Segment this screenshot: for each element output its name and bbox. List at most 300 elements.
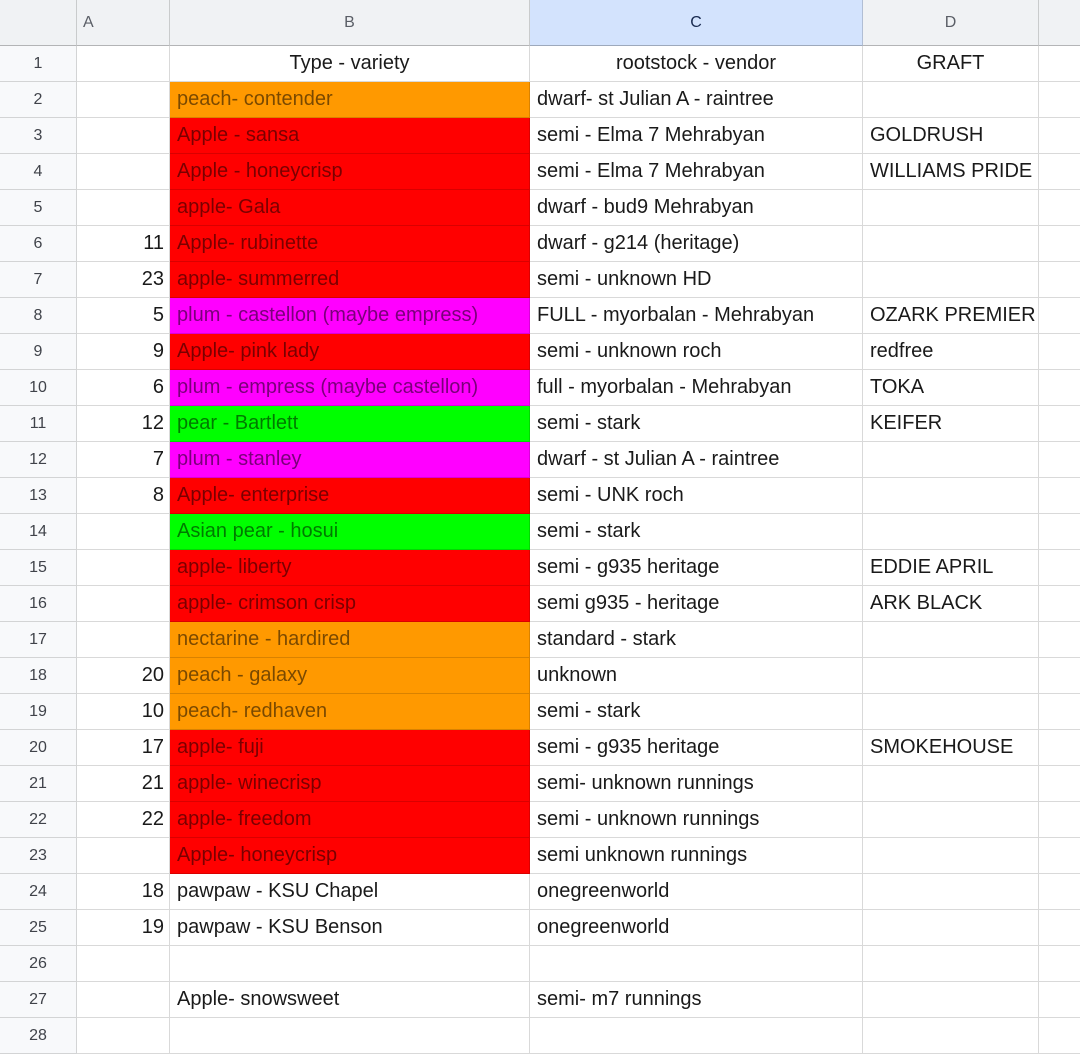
cell-c[interactable] [530, 1018, 863, 1054]
cell-e[interactable] [1039, 118, 1080, 154]
cell-c-text: unknown [537, 664, 618, 686]
table-row [0, 802, 1080, 838]
cell-d[interactable] [863, 262, 1039, 298]
cell-c[interactable] [530, 370, 863, 406]
select-all-corner[interactable] [0, 0, 77, 46]
cell-e[interactable] [1039, 514, 1080, 550]
row-number-label: 10 [29, 379, 47, 396]
cell-a[interactable] [77, 586, 170, 622]
cell-a[interactable] [77, 946, 170, 982]
cell-a-text: 11 [143, 232, 164, 254]
cell-a[interactable] [77, 514, 170, 550]
row-number-label: 6 [33, 235, 43, 252]
cell-c[interactable] [530, 154, 863, 190]
cell-a[interactable] [77, 154, 170, 190]
row-number-header[interactable] [0, 262, 77, 298]
row-number-header[interactable] [0, 874, 77, 910]
cell-c-text: semi- unknown runnings [537, 772, 754, 794]
table-row [0, 262, 1080, 298]
cell-e[interactable] [1039, 406, 1080, 442]
row-number-header[interactable] [0, 550, 77, 586]
cell-b[interactable] [170, 478, 530, 514]
table-row [0, 766, 1080, 802]
cell-c-text: semi - stark [537, 520, 641, 542]
cell-b-text: Apple- pink lady [177, 340, 320, 362]
cell-d[interactable] [863, 82, 1039, 118]
cell-b[interactable] [170, 874, 530, 910]
cell-d-text: TOKA [870, 376, 925, 398]
cell-b[interactable] [170, 838, 530, 874]
cell-d[interactable] [863, 334, 1039, 370]
cell-d-text: WILLIAMS PRIDE [870, 160, 1033, 182]
row-number-label: 28 [29, 1027, 47, 1044]
row-number-header[interactable] [0, 910, 77, 946]
cell-c-text: full - myorbalan - Mehrabyan [537, 376, 792, 398]
row-number-label: 12 [29, 451, 47, 468]
cell-a-text: 5 [152, 304, 164, 326]
cell-b-text: Apple- snowsweet [177, 988, 340, 1010]
cell-a-text: 20 [141, 664, 164, 686]
cell-a[interactable] [77, 262, 170, 298]
cell-a[interactable] [77, 874, 170, 910]
cell-d[interactable] [863, 622, 1039, 658]
cell-b-text: peach- redhaven [177, 700, 328, 722]
cell-b-text: apple- liberty [177, 556, 292, 578]
cell-b-text: Asian pear - hosui [177, 520, 339, 542]
cell-a-text: 23 [141, 268, 164, 290]
cell-d-text: ARK BLACK [870, 592, 983, 614]
cell-e[interactable] [1039, 766, 1080, 802]
cell-b[interactable] [170, 1018, 530, 1054]
row-number-label: 3 [33, 127, 43, 144]
cell-d[interactable] [863, 874, 1039, 910]
cell-b-text: Apple- rubinette [177, 232, 319, 254]
cell-c-text: semi - UNK roch [537, 484, 684, 506]
row-number-header[interactable] [0, 730, 77, 766]
cell-a-text: 8 [152, 484, 164, 506]
row-number-header[interactable] [0, 334, 77, 370]
cell-c[interactable] [530, 334, 863, 370]
table-row [0, 874, 1080, 910]
cell-b-text: apple- summerred [177, 268, 340, 290]
cell-e[interactable] [1039, 730, 1080, 766]
cell-b-text: peach - galaxy [177, 664, 308, 686]
cell-b[interactable] [170, 190, 530, 226]
row-number-label: 11 [29, 415, 47, 432]
cell-d-text: GRAFT [916, 52, 985, 74]
cell-d[interactable] [863, 802, 1039, 838]
cell-b[interactable] [170, 262, 530, 298]
cell-a-text: 7 [152, 448, 164, 470]
row-number-label: 8 [33, 307, 43, 324]
table-row [0, 982, 1080, 1018]
cell-e[interactable] [1039, 802, 1080, 838]
cell-a-text: 18 [141, 880, 164, 902]
cell-b[interactable] [170, 550, 530, 586]
cell-b[interactable] [170, 370, 530, 406]
cell-d[interactable] [863, 298, 1039, 334]
table-row [0, 118, 1080, 154]
cell-c[interactable] [530, 874, 863, 910]
cell-b[interactable] [170, 766, 530, 802]
cell-c[interactable] [530, 82, 863, 118]
cell-a[interactable] [77, 838, 170, 874]
column-header-row [0, 0, 1080, 46]
cell-c[interactable] [530, 586, 863, 622]
table-row [0, 730, 1080, 766]
cell-e[interactable] [1039, 46, 1080, 82]
row-number-header[interactable] [0, 118, 77, 154]
cell-d[interactable] [863, 46, 1039, 82]
table-row [0, 478, 1080, 514]
cell-a[interactable] [77, 334, 170, 370]
table-row [0, 514, 1080, 550]
table-row [0, 1018, 1080, 1054]
cell-a[interactable] [77, 478, 170, 514]
cell-b-text: plum - castellon (maybe empress) [177, 304, 479, 326]
cell-a[interactable] [77, 982, 170, 1018]
cell-b[interactable] [170, 910, 530, 946]
cell-b-text: apple- crimson crisp [177, 592, 356, 614]
table-row [0, 694, 1080, 730]
cell-d[interactable] [863, 154, 1039, 190]
table-row [0, 910, 1080, 946]
cell-d-text: KEIFER [870, 412, 943, 434]
cell-d[interactable] [863, 730, 1039, 766]
cell-a[interactable] [77, 910, 170, 946]
cell-e[interactable] [1039, 298, 1080, 334]
row-number-header[interactable] [0, 46, 77, 82]
cell-d[interactable] [863, 838, 1039, 874]
table-row [0, 298, 1080, 334]
cell-c-text: semi- m7 runnings [537, 988, 702, 1010]
row-number-header[interactable] [0, 766, 77, 802]
cell-d[interactable] [863, 190, 1039, 226]
column-header-c-selected[interactable]: C [530, 0, 863, 46]
cell-d[interactable] [863, 442, 1039, 478]
cell-b-text: Type - variety [289, 52, 410, 74]
cell-c[interactable] [530, 694, 863, 730]
cell-b[interactable] [170, 298, 530, 334]
cell-a[interactable] [77, 694, 170, 730]
cell-b[interactable] [170, 442, 530, 478]
cell-b-text: Apple - sansa [177, 124, 300, 146]
cell-a-text: 22 [141, 808, 164, 830]
row-number-header[interactable] [0, 622, 77, 658]
cell-c-text: dwarf- st Julian A - raintree [537, 88, 774, 110]
row-number-header[interactable] [0, 442, 77, 478]
cell-b[interactable] [170, 802, 530, 838]
cell-d-text: OZARK PREMIER [870, 304, 1036, 326]
row-number-label: 9 [33, 343, 43, 360]
row-number-header[interactable] [0, 586, 77, 622]
cell-b-text: peach- contender [177, 88, 333, 110]
cell-b-text: Apple- honeycrisp [177, 844, 338, 866]
row-number-label: 17 [29, 631, 47, 648]
row-number-header[interactable] [0, 190, 77, 226]
cell-c[interactable] [530, 406, 863, 442]
cell-c[interactable] [530, 118, 863, 154]
cell-d[interactable] [863, 658, 1039, 694]
cell-a-text: 12 [141, 412, 164, 434]
cell-e[interactable] [1039, 154, 1080, 190]
cell-c[interactable] [530, 550, 863, 586]
cell-d[interactable] [863, 982, 1039, 1018]
cell-a[interactable] [77, 370, 170, 406]
cell-c[interactable] [530, 622, 863, 658]
row-number-label: 13 [29, 487, 47, 504]
cell-a[interactable] [77, 658, 170, 694]
cell-e[interactable] [1039, 910, 1080, 946]
cell-a[interactable] [77, 622, 170, 658]
cell-c-text: semi - unknown HD [537, 268, 712, 290]
cell-d[interactable] [863, 1018, 1039, 1054]
cell-c[interactable] [530, 442, 863, 478]
table-row [0, 370, 1080, 406]
row-number-label: 26 [29, 955, 47, 972]
cell-c[interactable] [530, 514, 863, 550]
row-number-header[interactable] [0, 658, 77, 694]
table-row [0, 406, 1080, 442]
cell-c[interactable] [530, 802, 863, 838]
cell-b-text: apple- winecrisp [177, 772, 322, 794]
cell-e[interactable] [1039, 262, 1080, 298]
cell-c[interactable] [530, 910, 863, 946]
cell-c[interactable] [530, 262, 863, 298]
cell-d-text: redfree [870, 340, 934, 362]
cell-b[interactable] [170, 622, 530, 658]
cell-a[interactable] [77, 190, 170, 226]
cell-e[interactable] [1039, 190, 1080, 226]
cell-c-text: standard - stark [537, 628, 676, 650]
cell-d[interactable] [863, 226, 1039, 262]
row-number-header[interactable] [0, 802, 77, 838]
table-row [0, 82, 1080, 118]
cell-c[interactable] [530, 946, 863, 982]
cell-c[interactable] [530, 190, 863, 226]
cell-a[interactable] [77, 82, 170, 118]
cell-a[interactable] [77, 1018, 170, 1054]
row-number-header[interactable] [0, 838, 77, 874]
cell-e[interactable] [1039, 946, 1080, 982]
cell-d-text: EDDIE APRIL [870, 556, 994, 578]
table-row [0, 658, 1080, 694]
cell-c[interactable] [530, 982, 863, 1018]
cell-a[interactable] [77, 118, 170, 154]
cell-a[interactable] [77, 406, 170, 442]
cell-e[interactable] [1039, 586, 1080, 622]
cell-d[interactable] [863, 478, 1039, 514]
cell-c[interactable] [530, 838, 863, 874]
cell-e[interactable] [1039, 694, 1080, 730]
cell-a-text: 17 [141, 736, 164, 758]
cell-c-text: onegreenworld [537, 916, 670, 938]
cell-b[interactable] [170, 154, 530, 190]
row-number-header[interactable] [0, 226, 77, 262]
cell-b[interactable] [170, 334, 530, 370]
row-number-label: 23 [29, 847, 47, 864]
cell-c-text: semi unknown runnings [537, 844, 748, 866]
row-number-label: 25 [29, 919, 47, 936]
cell-a[interactable] [77, 46, 170, 82]
column-header-b[interactable]: B [170, 0, 530, 46]
cell-c-text: dwarf - st Julian A - raintree [537, 448, 780, 470]
column-header-e[interactable] [1039, 0, 1080, 46]
cell-e[interactable] [1039, 334, 1080, 370]
row-number-label: 15 [29, 559, 47, 576]
row-number-header[interactable] [0, 82, 77, 118]
cell-b[interactable] [170, 586, 530, 622]
table-row [0, 190, 1080, 226]
row-number-header[interactable] [0, 946, 77, 982]
cell-d[interactable] [863, 370, 1039, 406]
cell-c[interactable] [530, 478, 863, 514]
row-number-header[interactable] [0, 370, 77, 406]
cell-c[interactable] [530, 46, 863, 82]
cell-b[interactable] [170, 46, 530, 82]
cell-b[interactable] [170, 658, 530, 694]
cell-e[interactable] [1039, 838, 1080, 874]
cell-a[interactable] [77, 802, 170, 838]
cell-d[interactable] [863, 406, 1039, 442]
row-number-label: 18 [29, 667, 47, 684]
row-number-label: 1 [33, 55, 43, 72]
cell-a-text: 19 [141, 916, 164, 938]
cell-c[interactable] [530, 730, 863, 766]
cell-a-text: 6 [152, 376, 164, 398]
cell-b[interactable] [170, 406, 530, 442]
cell-a[interactable] [77, 226, 170, 262]
cell-a[interactable] [77, 730, 170, 766]
cell-b-text: Apple - honeycrisp [177, 160, 343, 182]
cell-b[interactable] [170, 730, 530, 766]
table-row [0, 442, 1080, 478]
row-number-header[interactable] [0, 982, 77, 1018]
cell-d[interactable] [863, 586, 1039, 622]
row-number-label: 19 [29, 703, 47, 720]
cell-c-text: semi - g935 heritage [537, 736, 720, 758]
cell-c-text: dwarf - bud9 Mehrabyan [537, 196, 754, 218]
cell-c[interactable] [530, 658, 863, 694]
cell-b-text: Apple- enterprise [177, 484, 330, 506]
cell-c-text: semi - unknown runnings [537, 808, 760, 830]
cell-a-text: 10 [141, 700, 164, 722]
cell-e[interactable] [1039, 874, 1080, 910]
row-number-label: 4 [33, 163, 43, 180]
table-row [0, 154, 1080, 190]
cell-b[interactable] [170, 226, 530, 262]
cell-c-text: onegreenworld [537, 880, 670, 902]
cell-b-text: nectarine - hardired [177, 628, 351, 650]
cell-c-text: semi - Elma 7 Mehrabyan [537, 160, 765, 182]
row-number-label: 16 [29, 595, 47, 612]
cell-e[interactable] [1039, 658, 1080, 694]
cell-c-text: semi - Elma 7 Mehrabyan [537, 124, 765, 146]
cell-d[interactable] [863, 694, 1039, 730]
row-number-label: 24 [29, 883, 47, 900]
cell-a[interactable] [77, 298, 170, 334]
cell-c-text: semi g935 - heritage [537, 592, 720, 614]
cell-d[interactable] [863, 550, 1039, 586]
cell-b[interactable] [170, 982, 530, 1018]
cell-e[interactable] [1039, 442, 1080, 478]
cell-b-text: apple- freedom [177, 808, 312, 830]
cell-a[interactable] [77, 550, 170, 586]
table-row [0, 622, 1080, 658]
row-number-header[interactable] [0, 406, 77, 442]
row-number-header[interactable] [0, 514, 77, 550]
row-number-label: 7 [33, 271, 43, 288]
cell-a[interactable] [77, 766, 170, 802]
column-header-d[interactable]: D [863, 0, 1039, 46]
cell-c-text: FULL - myorbalan - Mehrabyan [537, 304, 815, 326]
cell-a[interactable] [77, 442, 170, 478]
cell-b[interactable] [170, 946, 530, 982]
cell-d-text: SMOKEHOUSE [870, 736, 1014, 758]
row-number-label: 20 [29, 739, 47, 756]
cell-c[interactable] [530, 766, 863, 802]
row-number-header[interactable] [0, 478, 77, 514]
cell-e[interactable] [1039, 82, 1080, 118]
cell-e[interactable] [1039, 982, 1080, 1018]
table-row [0, 334, 1080, 370]
cell-c-text: dwarf - g214 (heritage) [537, 232, 740, 254]
cell-d[interactable] [863, 766, 1039, 802]
cell-e[interactable] [1039, 478, 1080, 514]
cell-d[interactable] [863, 910, 1039, 946]
table-row [0, 46, 1080, 82]
cell-e[interactable] [1039, 550, 1080, 586]
cell-c[interactable] [530, 298, 863, 334]
cell-d[interactable] [863, 946, 1039, 982]
cell-e[interactable] [1039, 370, 1080, 406]
row-number-header[interactable] [0, 154, 77, 190]
row-number-label: 14 [29, 523, 47, 540]
cell-d-text: GOLDRUSH [870, 124, 984, 146]
row-number-label: 5 [33, 199, 43, 216]
cell-b-text: pear - Bartlett [177, 412, 299, 434]
cell-b-text: apple- fuji [177, 736, 264, 758]
table-row [0, 226, 1080, 262]
cell-d[interactable] [863, 118, 1039, 154]
row-number-header[interactable] [0, 1018, 77, 1054]
cell-a-text: 21 [141, 772, 164, 794]
cell-c-text: semi - stark [537, 700, 641, 722]
row-number-header[interactable] [0, 298, 77, 334]
table-row [0, 550, 1080, 586]
row-number-header[interactable] [0, 694, 77, 730]
cell-b[interactable] [170, 694, 530, 730]
cell-e[interactable] [1039, 622, 1080, 658]
cell-d[interactable] [863, 514, 1039, 550]
row-number-label: 27 [29, 991, 47, 1008]
cell-c[interactable] [530, 226, 863, 262]
cell-b-text: plum - stanley [177, 448, 302, 470]
table-row [0, 586, 1080, 622]
cell-c-text: semi - stark [537, 412, 641, 434]
table-row [0, 838, 1080, 874]
cell-e[interactable] [1039, 1018, 1080, 1054]
row-number-label: 2 [33, 91, 43, 108]
cell-c-text: rootstock - vendor [615, 52, 777, 74]
cell-e[interactable] [1039, 226, 1080, 262]
row-number-label: 22 [29, 811, 47, 828]
cell-b[interactable] [170, 82, 530, 118]
cell-b-text: plum - empress (maybe castellon) [177, 376, 479, 398]
cell-b[interactable] [170, 118, 530, 154]
cell-b[interactable] [170, 514, 530, 550]
column-header-a[interactable]: A [77, 0, 170, 46]
